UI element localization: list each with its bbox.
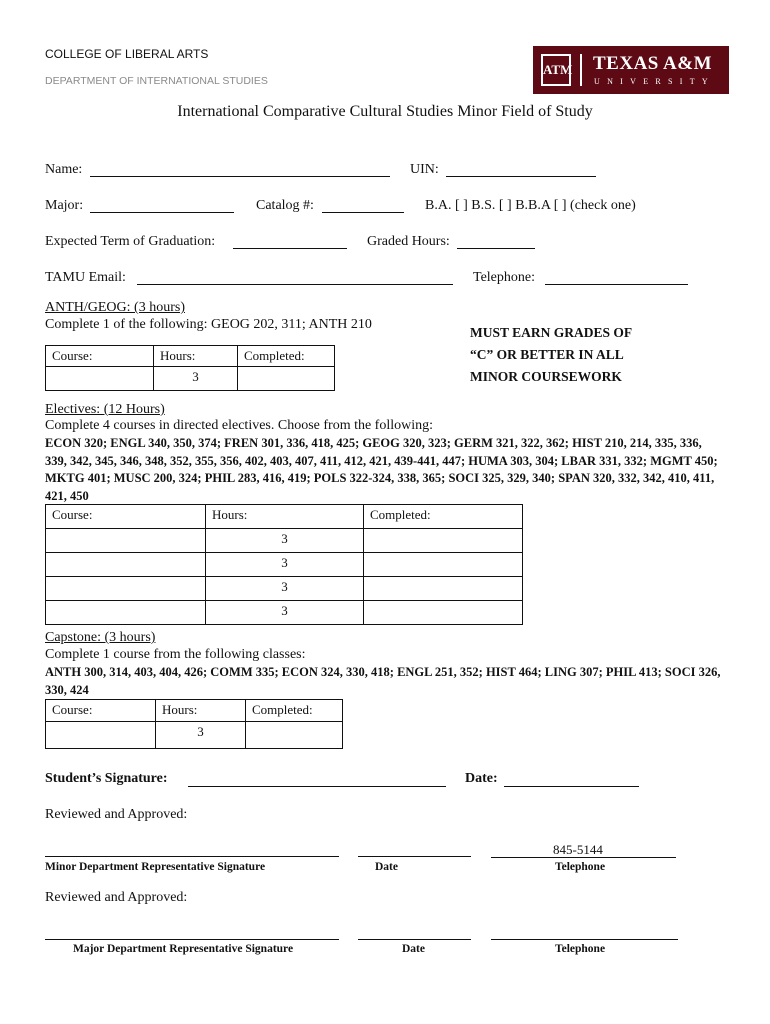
major-label: Major:: [45, 198, 84, 213]
name-field[interactable]: [90, 176, 390, 177]
completed-cell[interactable]: [364, 529, 523, 553]
atm-logo-mark: ATM: [541, 54, 571, 86]
completed-cell[interactable]: [364, 553, 523, 577]
completed-cell[interactable]: [364, 577, 523, 601]
college-name: COLLEGE OF LIBERAL ARTS: [45, 47, 209, 61]
major-rep-signature-label: Major Department Representative Signature: [73, 943, 294, 955]
completed-header: Completed:: [364, 505, 523, 529]
anth-geog-table: [45, 345, 335, 391]
completed-cell[interactable]: [364, 601, 523, 625]
hours-cell: 3: [154, 367, 238, 391]
table-row: [46, 601, 523, 625]
hours-cell: 3: [206, 577, 364, 601]
hours-cell: 3: [206, 553, 364, 577]
telephone-field[interactable]: [545, 284, 688, 285]
course-cell[interactable]: [46, 722, 156, 749]
major-rep-date-field[interactable]: [358, 939, 471, 940]
major-rep-signature-field[interactable]: [45, 939, 339, 940]
completed-cell[interactable]: [246, 722, 343, 749]
course-cell[interactable]: [46, 577, 206, 601]
hours-cell: 3: [156, 722, 246, 749]
logo-text-texas-am: TEXAS A&M: [593, 53, 713, 74]
minor-rep-date-field[interactable]: [358, 856, 471, 857]
email-field[interactable]: [137, 284, 453, 285]
hours-cell: 3: [206, 601, 364, 625]
minor-rep-telephone-value: 845-5144: [553, 842, 603, 857]
student-signature-label: Student’s Signature:: [45, 771, 168, 786]
course-header: Course:: [46, 346, 154, 367]
form-title: International Comparative Cultural Studies Minor Field of Study: [177, 103, 593, 120]
graduation-term-label: Expected Term of Graduation:: [45, 234, 216, 249]
anth-geog-heading: ANTH/GEOG: (3 hours): [45, 300, 185, 315]
electives-table: [45, 504, 523, 625]
capstone-table: [45, 699, 343, 749]
student-signature-field[interactable]: [188, 786, 446, 787]
degree-checkboxes[interactable]: B.A. [ ] B.S. [ ] B.B.A [ ] (check one): [425, 198, 636, 213]
hours-header: Hours:: [156, 700, 246, 722]
notice-line: “C” OR BETTER IN ALL: [470, 347, 624, 362]
minor-rep-signature-label: Minor Department Representative Signature: [45, 861, 266, 873]
graduation-term-field[interactable]: [233, 248, 347, 249]
completed-header: Completed:: [238, 346, 335, 367]
email-label: TAMU Email:: [45, 270, 126, 285]
notice-line: MUST EARN GRADES OF: [470, 325, 633, 340]
major-rep-telephone-label: Telephone: [555, 943, 606, 955]
student-date-label: Date:: [465, 771, 498, 786]
name-label: Name:: [45, 162, 83, 177]
major-rep-date-label: Date: [402, 943, 425, 955]
uin-field[interactable]: [446, 176, 596, 177]
major-field[interactable]: [90, 212, 234, 213]
hours-header: Hours:: [206, 505, 364, 529]
major-rep-telephone-field[interactable]: [491, 939, 678, 940]
table-row: [46, 529, 523, 553]
course-header: Course:: [46, 505, 206, 529]
table-row: [46, 577, 523, 601]
minor-rep-telephone-label: Telephone: [555, 861, 606, 873]
reviewed-approved-label: Reviewed and Approved:: [45, 807, 188, 822]
logo-text-university: UNIVERSITY: [594, 77, 715, 86]
anth-geog-instruction: Complete 1 of the following: GEOG 202, 311; ANTH 210: [45, 317, 372, 332]
department-name: DEPARTMENT OF INTERNATIONAL STUDIES: [45, 75, 268, 87]
hours-header: Hours:: [154, 346, 238, 367]
graded-hours-label: Graded Hours:: [367, 234, 450, 249]
course-header: Course:: [46, 700, 156, 722]
minor-rep-signature-field[interactable]: [45, 856, 339, 857]
table-row: [46, 722, 343, 749]
electives-heading: Electives: (12 Hours): [45, 402, 165, 417]
course-cell[interactable]: [46, 601, 206, 625]
reviewed-approved-label: Reviewed and Approved:: [45, 890, 188, 905]
electives-course-list: ECON 320; ENGL 340, 350, 374; FREN 301, 336, 418, 425; GEOG 320, 323; GERM 321, 322, 362; HIST 210, 214, 335, 336, 339, 342, 345, 346, 348, 352, 355, 356, 402, 403, 407, 411, 412, 421, 439-441, 447; HUMA 303, 304; LBAR 331, 332; MGMT 450; MKTG 401; MUSC 200, 324; PHIL 283, 416, 419; POLS 322-324, 338, 365; SOCI 325, 329, 340; SPAN 320, 332, 342, 410, 411, 421, 450: [45, 436, 718, 503]
tamu-logo: [533, 46, 729, 94]
capstone-heading: Capstone: (3 hours): [45, 630, 156, 645]
capstone-course-list: ANTH 300, 314, 403, 404, 426; COMM 335; ECON 324, 330, 418; ENGL 251, 352; HIST 464; LING 307; PHIL 413; SOCI 326, 330, 424: [45, 665, 721, 697]
minor-rep-telephone-field[interactable]: [491, 857, 676, 858]
logo-divider: [580, 54, 582, 86]
catalog-label: Catalog #:: [256, 198, 314, 213]
electives-instruction: Complete 4 courses in directed electives. Choose from the following:: [45, 418, 434, 433]
uin-label: UIN:: [410, 162, 439, 177]
course-cell[interactable]: [46, 529, 206, 553]
graded-hours-field[interactable]: [457, 248, 535, 249]
telephone-label: Telephone:: [473, 270, 535, 285]
table-row: [46, 367, 335, 391]
student-date-field[interactable]: [504, 786, 639, 787]
table-header-row: [46, 346, 335, 367]
grade-requirement-notice: [470, 322, 632, 388]
table-header-row: [46, 505, 523, 529]
course-cell[interactable]: [46, 553, 206, 577]
table-row: [46, 553, 523, 577]
completed-header: Completed:: [246, 700, 343, 722]
course-cell[interactable]: [46, 367, 154, 391]
minor-rep-date-label: Date: [375, 861, 398, 873]
table-header-row: [46, 700, 343, 722]
completed-cell[interactable]: [238, 367, 335, 391]
notice-line: MINOR COURSEWORK: [470, 369, 622, 384]
hours-cell: 3: [206, 529, 364, 553]
capstone-instruction: Complete 1 course from the following classes:: [45, 647, 306, 662]
catalog-field[interactable]: [322, 212, 404, 213]
